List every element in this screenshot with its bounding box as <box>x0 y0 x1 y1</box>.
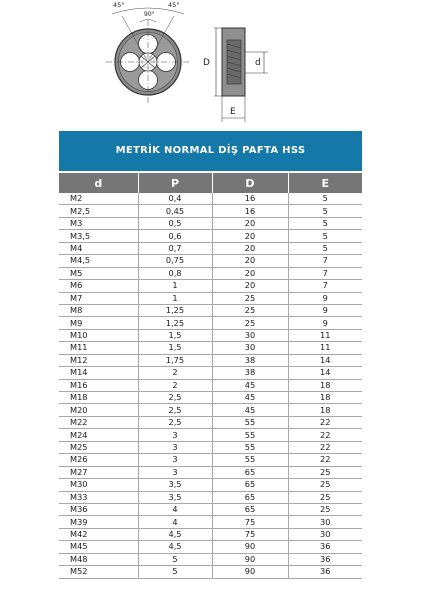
table-row <box>59 528 362 540</box>
specification-table-container <box>59 131 362 579</box>
cell-P: 0,7 <box>138 242 212 254</box>
table-row <box>59 230 362 242</box>
table-body <box>59 193 362 578</box>
cell-d: M14 <box>59 367 138 379</box>
table-row <box>59 541 362 553</box>
cell-D: 30 <box>212 342 288 354</box>
cell-P: 0,75 <box>138 255 212 267</box>
cell-P: 4 <box>138 516 212 528</box>
cell-d: M5 <box>59 267 138 279</box>
table-row <box>59 566 362 578</box>
cell-P: 2 <box>138 367 212 379</box>
table-row <box>59 267 362 279</box>
table-row <box>59 392 362 404</box>
table-row <box>59 242 362 254</box>
cell-E: 36 <box>288 566 362 578</box>
cell-P: 2,5 <box>138 416 212 428</box>
table-row <box>59 292 362 304</box>
cell-D: 20 <box>212 280 288 292</box>
cell-P: 4 <box>138 503 212 515</box>
table-row <box>59 441 362 453</box>
cell-d: M39 <box>59 516 138 528</box>
table-row <box>59 553 362 565</box>
table-row <box>59 379 362 391</box>
cell-E: 22 <box>288 441 362 453</box>
cell-d: M25 <box>59 441 138 453</box>
specification-table <box>59 173 362 579</box>
table-row <box>59 516 362 528</box>
angle-center-label: 90° <box>144 11 155 18</box>
cell-P: 1,25 <box>138 304 212 316</box>
cell-E: 18 <box>288 379 362 391</box>
cell-E: 25 <box>288 466 362 478</box>
cell-d: M2,5 <box>59 205 138 217</box>
cell-D: 16 <box>212 205 288 217</box>
cell-d: M52 <box>59 566 138 578</box>
cell-D: 25 <box>212 292 288 304</box>
cell-d: M8 <box>59 304 138 316</box>
cell-d: M4,5 <box>59 255 138 267</box>
cell-D: 38 <box>212 367 288 379</box>
cell-P: 1 <box>138 292 212 304</box>
cell-D: 75 <box>212 516 288 528</box>
cell-D: 20 <box>212 217 288 229</box>
cell-D: 55 <box>212 429 288 441</box>
cell-E: 9 <box>288 317 362 329</box>
table-row <box>59 280 362 292</box>
table-row <box>59 503 362 515</box>
cell-E: 25 <box>288 491 362 503</box>
cell-E: 11 <box>288 342 362 354</box>
cell-d: M9 <box>59 317 138 329</box>
cell-E: 7 <box>288 280 362 292</box>
cell-D: 65 <box>212 491 288 503</box>
header-E: E <box>288 173 362 193</box>
cell-d: M24 <box>59 429 138 441</box>
cell-E: 5 <box>288 217 362 229</box>
cell-P: 4,5 <box>138 528 212 540</box>
cell-d: M33 <box>59 491 138 503</box>
cell-E: 14 <box>288 367 362 379</box>
cell-E: 5 <box>288 230 362 242</box>
table-row <box>59 329 362 341</box>
dimension-E-label: E <box>230 107 236 117</box>
table-title: METRİK NORMAL DİŞ PAFTA HSS <box>59 131 362 171</box>
cell-D: 20 <box>212 255 288 267</box>
cell-E: 14 <box>288 354 362 366</box>
table-row <box>59 404 362 416</box>
cell-D: 55 <box>212 454 288 466</box>
cell-E: 36 <box>288 541 362 553</box>
cell-D: 25 <box>212 304 288 316</box>
cell-d: M3 <box>59 217 138 229</box>
cell-d: M2 <box>59 193 138 205</box>
cell-d: M16 <box>59 379 138 391</box>
cell-P: 3 <box>138 454 212 466</box>
header-P: P <box>138 173 212 193</box>
cell-P: 3 <box>138 466 212 478</box>
cell-D: 65 <box>212 466 288 478</box>
cell-d: M26 <box>59 454 138 466</box>
dimension-d-label: d <box>255 58 261 68</box>
cell-D: 90 <box>212 553 288 565</box>
table-row <box>59 367 362 379</box>
table-row <box>59 304 362 316</box>
cell-D: 45 <box>212 404 288 416</box>
cell-P: 3,5 <box>138 491 212 503</box>
cell-E: 5 <box>288 193 362 205</box>
cell-D: 25 <box>212 317 288 329</box>
cell-E: 5 <box>288 242 362 254</box>
cell-d: M7 <box>59 292 138 304</box>
cell-d: M27 <box>59 466 138 478</box>
cell-E: 22 <box>288 454 362 466</box>
cell-E: 25 <box>288 479 362 491</box>
cell-d: M45 <box>59 541 138 553</box>
cell-E: 7 <box>288 267 362 279</box>
table-header-row <box>59 173 362 193</box>
cell-d: M18 <box>59 392 138 404</box>
table-row <box>59 479 362 491</box>
cell-P: 2,5 <box>138 392 212 404</box>
header-d: d <box>59 173 138 193</box>
table-row <box>59 255 362 267</box>
cell-E: 9 <box>288 304 362 316</box>
cell-D: 65 <box>212 503 288 515</box>
cell-E: 11 <box>288 329 362 341</box>
cell-P: 5 <box>138 553 212 565</box>
table-row <box>59 416 362 428</box>
cell-P: 5 <box>138 566 212 578</box>
cell-d: M30 <box>59 479 138 491</box>
cell-D: 65 <box>212 479 288 491</box>
cell-P: 0,45 <box>138 205 212 217</box>
table-row <box>59 466 362 478</box>
header-D: D <box>212 173 288 193</box>
cell-P: 3 <box>138 429 212 441</box>
cell-P: 3 <box>138 441 212 453</box>
cell-D: 20 <box>212 242 288 254</box>
cell-P: 4,5 <box>138 541 212 553</box>
cell-D: 20 <box>212 230 288 242</box>
cell-P: 3,5 <box>138 479 212 491</box>
table-row <box>59 193 362 205</box>
cell-D: 30 <box>212 329 288 341</box>
cell-E: 22 <box>288 429 362 441</box>
table-row <box>59 342 362 354</box>
cell-D: 16 <box>212 193 288 205</box>
cell-P: 1 <box>138 280 212 292</box>
dimension-D-label: D <box>203 58 210 68</box>
cell-P: 0,4 <box>138 193 212 205</box>
cell-d: M36 <box>59 503 138 515</box>
cell-D: 90 <box>212 566 288 578</box>
cell-D: 55 <box>212 416 288 428</box>
table-row <box>59 491 362 503</box>
die-side-view <box>214 28 268 122</box>
die-front-view <box>106 8 190 104</box>
cell-E: 7 <box>288 255 362 267</box>
cell-d: M42 <box>59 528 138 540</box>
cell-E: 36 <box>288 553 362 565</box>
table-row <box>59 217 362 229</box>
cell-P: 0,5 <box>138 217 212 229</box>
die-technical-drawing <box>0 0 424 130</box>
cell-D: 45 <box>212 392 288 404</box>
table-row <box>59 454 362 466</box>
cell-D: 45 <box>212 379 288 391</box>
cell-P: 0,6 <box>138 230 212 242</box>
cell-d: M20 <box>59 404 138 416</box>
angle-left-label: 45° <box>113 1 125 9</box>
cell-d: M12 <box>59 354 138 366</box>
table-row <box>59 354 362 366</box>
cell-P: 1,5 <box>138 342 212 354</box>
cell-d: M10 <box>59 329 138 341</box>
table-row <box>59 429 362 441</box>
cell-d: M3,5 <box>59 230 138 242</box>
cell-d: M22 <box>59 416 138 428</box>
table-row <box>59 317 362 329</box>
cell-D: 38 <box>212 354 288 366</box>
cell-E: 25 <box>288 503 362 515</box>
cell-D: 55 <box>212 441 288 453</box>
cell-d: M4 <box>59 242 138 254</box>
cell-D: 20 <box>212 267 288 279</box>
cell-D: 75 <box>212 528 288 540</box>
cell-E: 9 <box>288 292 362 304</box>
cell-d: M6 <box>59 280 138 292</box>
cell-E: 30 <box>288 516 362 528</box>
cell-P: 1,5 <box>138 329 212 341</box>
cell-E: 18 <box>288 392 362 404</box>
cell-E: 30 <box>288 528 362 540</box>
cell-E: 5 <box>288 205 362 217</box>
cell-P: 2,5 <box>138 404 212 416</box>
table-row <box>59 205 362 217</box>
cell-E: 22 <box>288 416 362 428</box>
angle-right-label: 45° <box>168 1 180 9</box>
cell-P: 1,75 <box>138 354 212 366</box>
cell-P: 1,25 <box>138 317 212 329</box>
cell-d: M11 <box>59 342 138 354</box>
cell-P: 0,8 <box>138 267 212 279</box>
cell-D: 90 <box>212 541 288 553</box>
cell-P: 2 <box>138 379 212 391</box>
cell-d: M48 <box>59 553 138 565</box>
cell-E: 18 <box>288 404 362 416</box>
